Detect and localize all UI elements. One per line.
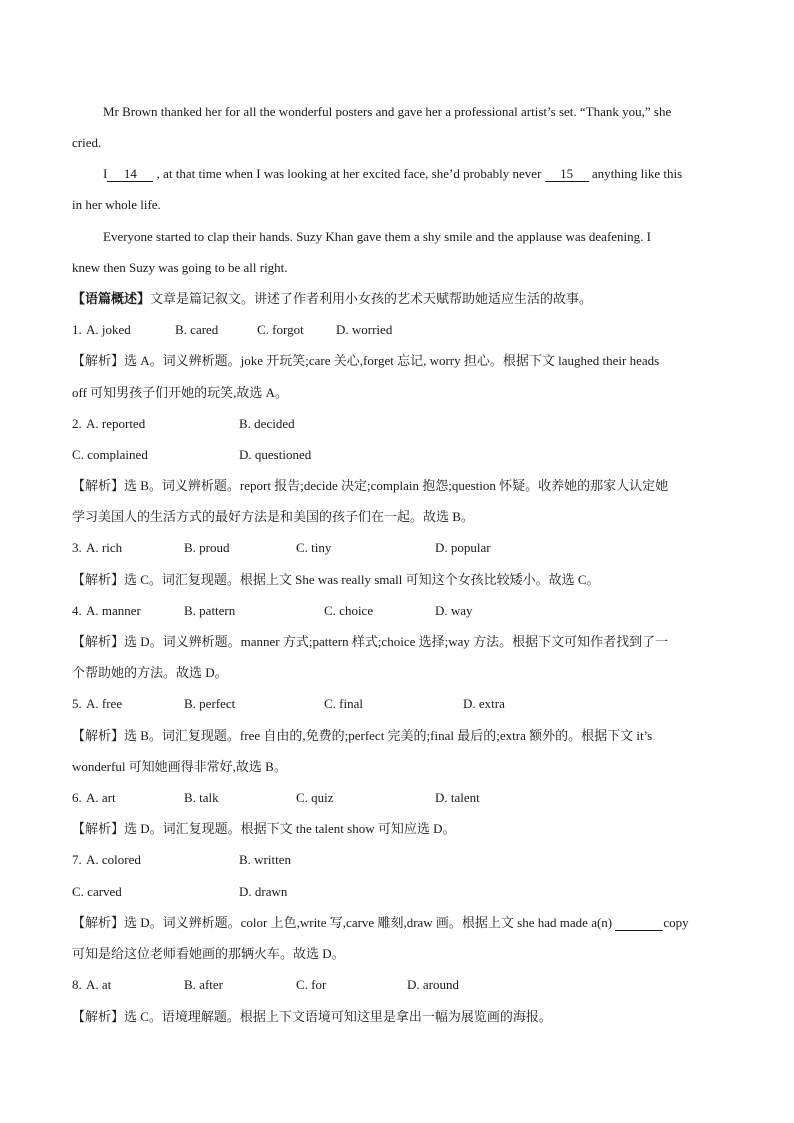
summary [72,291,592,307]
question-number: 8. [72,977,82,992]
question-number: 4. [72,603,82,618]
option-a: A. art [86,790,116,805]
analysis-1-line: 【解析】选 A。词义辨析题。joke 开玩笑;care 关心,forget 忘记, worry 担心。根据下文 laughed their heads [72,353,660,368]
option-c: C. quiz [296,790,334,805]
passage-line: Everyone started to clap their hands. Suzy Khan gave them a shy smile and the applause was deafening. I [103,229,651,244]
option-d: D. worried [336,322,393,337]
analysis-5-line: wonderful 可知她画得非常好,故选 B。 [72,759,287,774]
summary-tag: 【语篇概述】 [72,291,151,306]
passage-line: Mr Brown thanked her for all the wonderful posters and gave her a professional artist’s set. “Thank you,” she [103,104,672,119]
option-c: C. tiny [296,540,332,555]
question-6-options [72,790,722,806]
option-a: A. reported [86,416,146,431]
question-8-options [72,977,722,993]
option-b: B. talk [184,790,219,805]
option-b: B. decided [239,416,295,431]
analysis-3-line: 【解析】选 C。词汇复现题。根据上文 She was really small 可知这个女孩比较矮小。故选 C。 [72,572,600,587]
option-c: C. complained [72,447,148,462]
passage-text: anything like this [591,166,683,181]
option-d: D. way [435,603,473,618]
question-2-options-row1 [72,416,722,432]
question-number: 2. [72,416,82,431]
analysis-4-line: 个帮助她的方法。故选 D。 [72,665,228,680]
option-d: D. talent [435,790,480,805]
analysis-7-line [72,915,689,931]
analysis-text: 【解析】选 D。词义辨析题。color 上色,write 写,carve 雕刻,draw 画。根据上文 she had made a(n) [72,915,613,930]
passage-text: , at that time when I was looking at her excited face, she’d probably never [156,166,542,181]
passage-line: knew then Suzy was going to be all right. [72,260,288,275]
option-a: A. colored [86,852,141,867]
option-b: B. pattern [184,603,236,618]
analysis-2-line: 【解析】选 B。词义辨析题。report 报告;decide 决定;complain 抱怨;question 怀疑。收养她的那家人认定她 [72,478,669,493]
question-number: 6. [72,790,82,805]
option-a: A. at [86,977,112,992]
option-c: C. carved [72,884,122,899]
passage-line: in her whole life. [72,197,161,212]
option-a: A. joked [86,322,131,337]
option-c: C. forgot [257,322,304,337]
question-7-options-row1 [72,852,722,868]
option-a: A. manner [86,603,141,618]
option-b: B. cared [175,322,219,337]
option-b: B. perfect [184,696,236,711]
analysis-text: copy [663,915,689,930]
blank-14: 14 [107,167,153,182]
option-b: B. after [184,977,223,992]
analysis-6-line: 【解析】选 D。词汇复现题。根据下文 the talent show 可知应选 D。 [72,821,456,836]
option-d: D. drawn [239,884,288,899]
question-number: 3. [72,540,82,555]
analysis-1-line: off 可知男孩子们开她的玩笑,故选 A。 [72,385,289,400]
blank-15: 15 [545,167,589,182]
question-number: 5. [72,696,82,711]
passage-line-with-blanks [103,166,682,182]
question-1-options [72,322,722,338]
option-b: B. written [239,852,291,867]
question-4-options [72,603,722,619]
question-5-options [72,696,722,712]
analysis-5-line: 【解析】选 B。词汇复现题。free 自由的,免费的;perfect 完美的;final 最后的;extra 额外的。根据下文 it’s [72,728,653,743]
option-b: B. proud [184,540,230,555]
answer-blank [615,916,663,931]
option-a: A. rich [86,540,123,555]
analysis-2-line: 学习美国人的生活方式的最好方法是和美国的孩子们在一起。故选 B。 [72,509,474,524]
question-3-options [72,540,722,556]
passage-text: I [103,166,108,181]
option-a: A. free [86,696,123,711]
option-c: C. choice [324,603,374,618]
question-number: 1. [72,322,82,337]
analysis-4-line: 【解析】选 D。词义辨析题。manner 方式;pattern 样式;choice 选择;way 方法。根据下文可知作者找到了一 [72,634,669,649]
option-d: D. questioned [239,447,312,462]
passage-line: cried. [72,135,102,150]
option-d: D. popular [435,540,491,555]
option-d: D. extra [463,696,505,711]
question-number: 7. [72,852,82,867]
question-7-options-row2 [72,884,722,900]
analysis-8-line: 【解析】选 C。语境理解题。根据上下文语境可知这里是拿出一幅为展览画的海报。 [72,1009,552,1024]
analysis-7-line: 可知是给这位老师看她画的那辆火车。故选 D。 [72,946,345,961]
question-2-options-row2 [72,447,722,463]
option-c: C. for [296,977,327,992]
option-d: D. around [407,977,459,992]
option-c: C. final [324,696,363,711]
summary-text: 文章是篇记叙文。讲述了作者利用小女孩的艺术天赋帮助她适应生活的故事。 [150,291,593,306]
